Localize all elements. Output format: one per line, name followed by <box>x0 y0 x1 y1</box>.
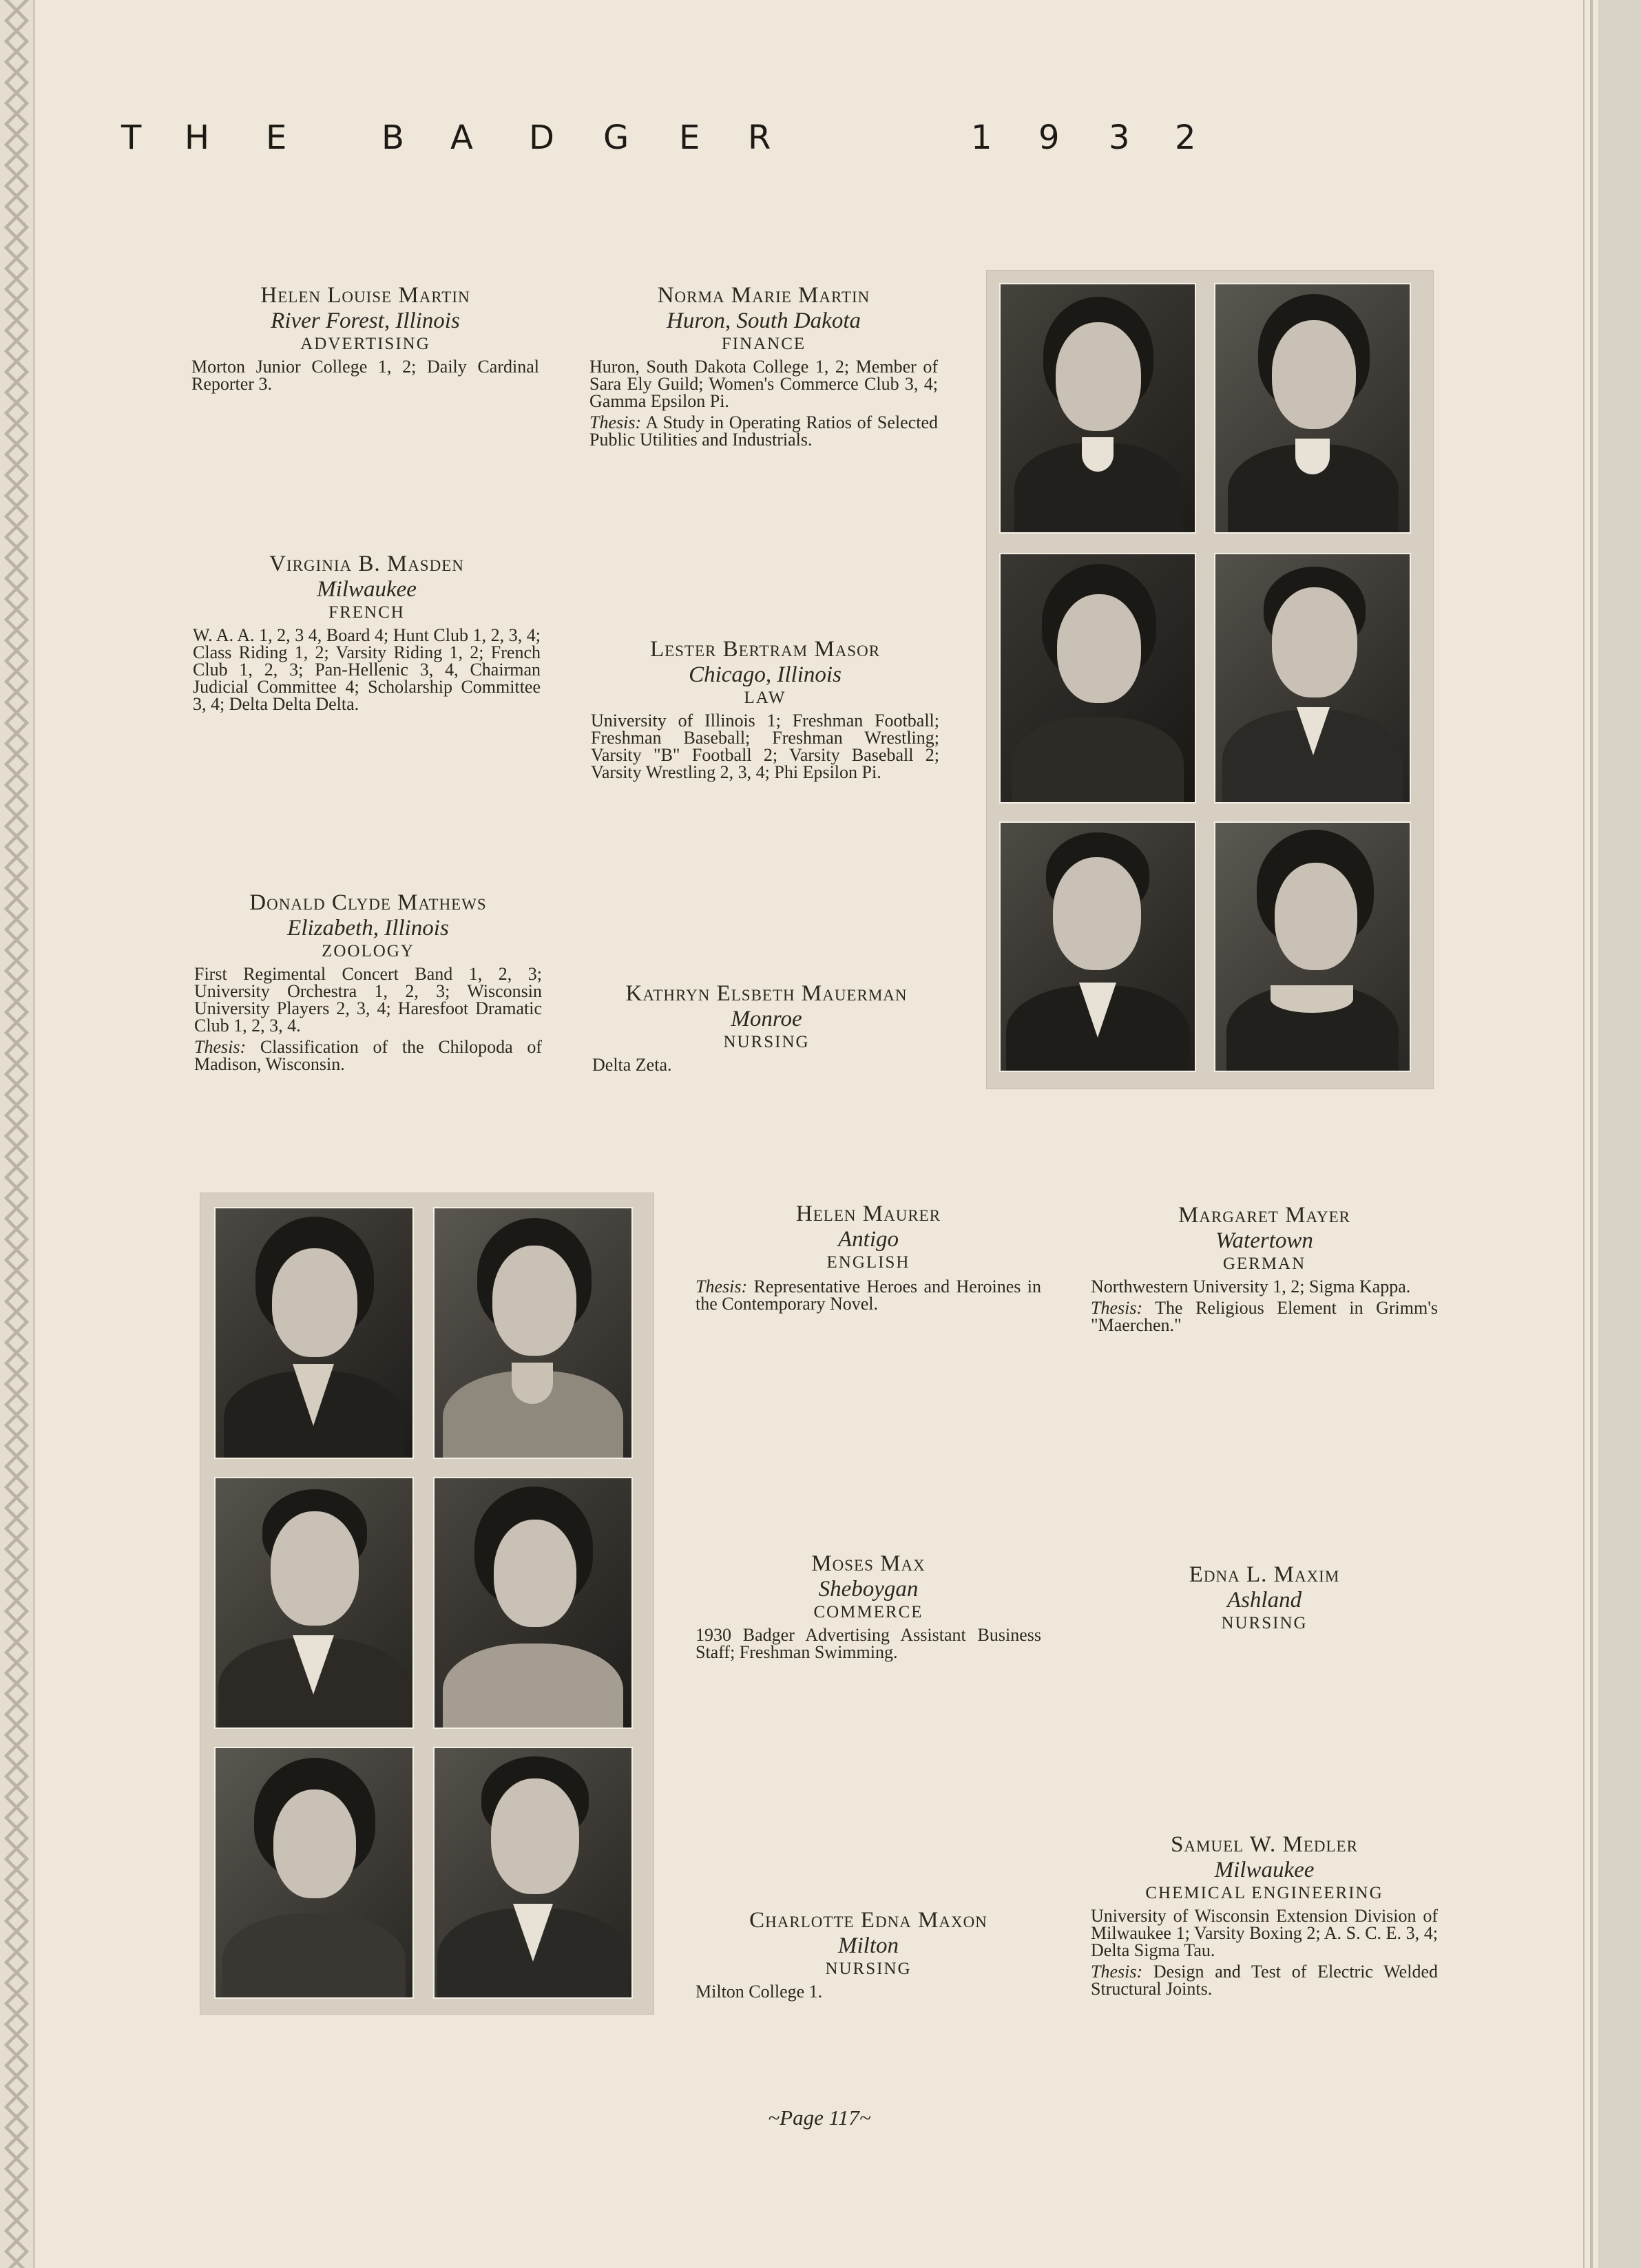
student-name: Edna L. Maxim <box>1189 1562 1340 1587</box>
student-entry <box>696 1201 1041 1312</box>
header-letter: T <box>121 118 142 157</box>
student-activities: 1930 Badger Advertising Assistant Business Staff; Freshman Swimming. <box>696 1625 1041 1662</box>
student-department: FRENCH <box>328 603 405 622</box>
thesis-title: Design and Test of Electric Welded Structural Joints. <box>1091 1962 1438 1999</box>
portrait-photo <box>999 283 1196 534</box>
portrait-photo <box>999 821 1196 1072</box>
student-hometown: Antigo <box>838 1227 899 1252</box>
header-letter: G <box>603 118 629 157</box>
page-header <box>121 118 1195 167</box>
student-department: NURSING <box>825 1960 912 1978</box>
student-hometown: Sheboygan <box>818 1577 919 1602</box>
student-hometown: Milton <box>838 1933 899 1958</box>
thesis-label: Thesis: <box>1091 1298 1143 1318</box>
student-department: LAW <box>744 689 786 707</box>
thesis-label: Thesis: <box>589 412 642 432</box>
left-border-line <box>33 0 35 2268</box>
thesis-label: Thesis: <box>1091 1962 1143 1982</box>
student-entry <box>193 551 541 713</box>
header-year-digit: 2 <box>1175 118 1196 157</box>
student-activities: Northwestern University 1, 2; Sigma Kappa. <box>1091 1277 1411 1296</box>
student-department: ADVERTISING <box>300 335 430 353</box>
header-letter: E <box>679 118 700 157</box>
portrait-panel-bottom <box>200 1193 654 2015</box>
student-department: ENGLISH <box>826 1253 910 1272</box>
header-letter: H <box>185 118 210 157</box>
student-hometown: Huron, South Dakota <box>666 308 861 333</box>
thesis-title: Representative Heroes and Heroines in the Contemporary Novel. <box>696 1277 1042 1314</box>
header-year-digit: 9 <box>1038 118 1060 157</box>
student-activities: Milton College 1. <box>696 1982 823 2002</box>
right-decorative-border <box>1598 0 1641 2268</box>
student-hometown: Elizabeth, Illinois <box>287 916 449 941</box>
student-entry <box>696 1551 1041 1661</box>
student-name: Charlotte Edna Maxon <box>749 1908 987 1933</box>
student-entry <box>1091 1562 1438 1637</box>
thesis-label: Thesis: <box>696 1277 748 1296</box>
student-name: Norma Marie Martin <box>657 283 870 308</box>
student-name: Kathryn Elsbeth Mauerman <box>625 981 908 1006</box>
header-letter: R <box>748 118 771 157</box>
page-number: ~Page 117~ <box>768 2106 871 2130</box>
portrait-photo <box>214 1747 414 1999</box>
student-activities: First Regimental Concert Band 1, 2, 3; University Orchestra 1, 2, 3; Wisconsin University Players 2, 3, 4; Haresfoot Dramatic Club 1, 2, 3, 4. <box>194 964 542 1036</box>
portrait-photo <box>1214 821 1411 1072</box>
student-department: CHEMICAL ENGINEERING <box>1145 1884 1383 1902</box>
student-hometown: Watertown <box>1215 1228 1313 1253</box>
student-department: GERMAN <box>1222 1254 1306 1273</box>
student-thesis <box>696 1278 1041 1312</box>
thesis-title: Classification of the Chilopoda of Madison, Wisconsin. <box>194 1037 542 1074</box>
student-hometown: Milwaukee <box>317 577 417 602</box>
portrait-photo <box>1214 553 1411 804</box>
header-letter: B <box>381 118 404 157</box>
student-department: FINANCE <box>721 335 806 353</box>
student-thesis <box>1091 1299 1438 1334</box>
student-activities: University of Wisconsin Extension Division of Milwaukee 1; Varsity Boxing 2; A. S. C. E. 3, 4; Delta Sigma Tau. <box>1091 1906 1438 1960</box>
student-activities: Huron, South Dakota College 1, 2; Member of Sara Ely Guild; Women's Commerce Club 3, 4; Gamma Epsilon Pi. <box>589 357 938 411</box>
student-activities: University of Illinois 1; Freshman Football; Freshman Baseball; Freshman Wrestling; Varsity "B" Football 2; Varsity Baseball 2; Varsity Wrestling 2, 3, 4; Phi Epsilon Pi. <box>591 711 939 782</box>
header-year-digit: 1 <box>971 118 992 157</box>
student-entry <box>696 1907 1041 2000</box>
student-hometown: Monroe <box>731 1007 802 1031</box>
student-entry <box>191 282 539 392</box>
header-letter: A <box>450 118 473 157</box>
student-thesis <box>1091 1963 1438 1997</box>
header-letter: D <box>529 118 554 157</box>
student-entry <box>1091 1202 1438 1334</box>
student-name: Virginia B. Masden <box>269 552 464 576</box>
student-name: Helen Louise Martin <box>260 283 470 308</box>
portrait-photo <box>214 1207 414 1459</box>
student-name: Samuel W. Medler <box>1171 1832 1358 1857</box>
student-activities: Morton Junior College 1, 2; Daily Cardinal Reporter 3. <box>191 357 539 394</box>
student-thesis <box>194 1038 542 1073</box>
student-name: Helen Maurer <box>795 1201 941 1226</box>
portrait-photo <box>433 1207 633 1459</box>
thesis-title: The Religious Element in Grimm's "Maerchen." <box>1091 1298 1439 1335</box>
student-entry <box>591 636 939 781</box>
right-rule-2 <box>1583 0 1585 2268</box>
student-hometown: Chicago, Illinois <box>689 662 842 687</box>
student-activities: Delta Zeta. <box>592 1055 672 1075</box>
thesis-label: Thesis: <box>194 1037 247 1057</box>
left-decorative-border <box>0 0 33 2268</box>
thesis-title: A Study in Operating Ratios of Selected Public Utilities and Industrials. <box>589 412 938 450</box>
portrait-photo <box>214 1477 414 1729</box>
student-hometown: Milwaukee <box>1214 1858 1315 1882</box>
student-name: Lester Bertram Masor <box>649 637 881 662</box>
student-name: Margaret Mayer <box>1178 1203 1351 1228</box>
student-name: Donald Clyde Mathews <box>249 890 487 915</box>
student-thesis <box>589 414 938 448</box>
student-hometown: Ashland <box>1226 1588 1302 1613</box>
student-department: ZOOLOGY <box>322 942 415 960</box>
student-activities: W. A. A. 1, 2, 3 4, Board 4; Hunt Club 1, 2, 3, 4; Class Riding 1, 2; Varsity Riding 1, 2; French Club 1, 2, 3; Pan-Hellenic 3, 4, Chairman Judicial Committee 4; Scholarship Committee 3, 4; Delta Delta Delta. <box>193 625 541 714</box>
student-name: Moses Max <box>811 1551 926 1576</box>
portrait-photo <box>433 1747 633 1999</box>
header-letter: E <box>266 118 287 157</box>
right-rule-1 <box>1590 0 1593 2268</box>
header-year-digit: 3 <box>1109 118 1130 157</box>
portrait-photo <box>1214 283 1411 534</box>
student-entry <box>589 282 938 448</box>
student-entry <box>1091 1831 1438 1997</box>
student-entry <box>592 980 941 1073</box>
student-department: NURSING <box>1221 1614 1308 1632</box>
student-department: NURSING <box>723 1033 810 1051</box>
portrait-photo <box>999 553 1196 804</box>
portrait-photo <box>433 1477 633 1729</box>
student-entry <box>194 890 542 1073</box>
student-department: COMMERCE <box>813 1603 923 1621</box>
student-hometown: River Forest, Illinois <box>271 308 460 333</box>
portrait-panel-top <box>986 270 1434 1089</box>
